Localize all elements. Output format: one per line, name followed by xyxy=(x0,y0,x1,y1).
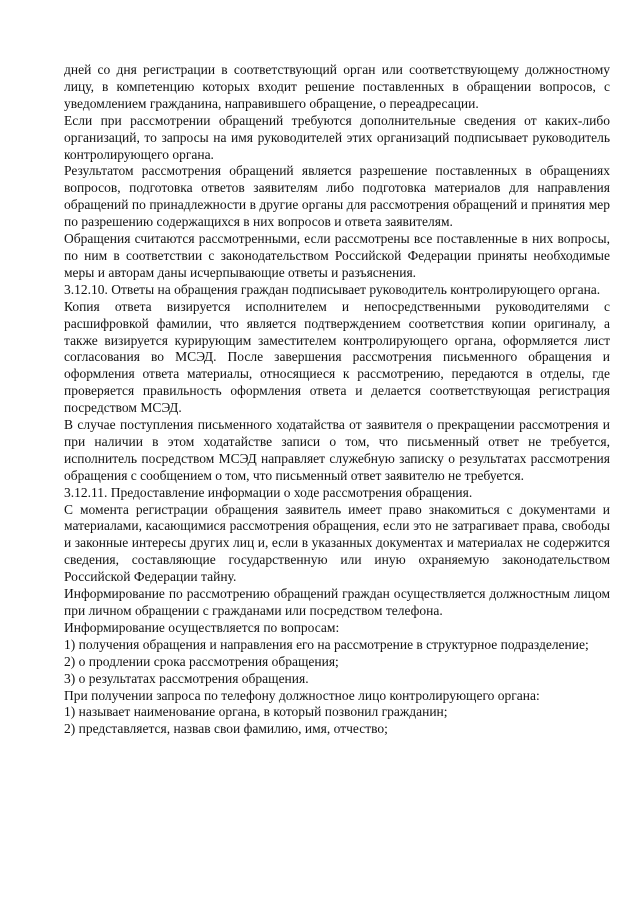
paragraph-section-3-12-11: 3.12.11. Предоставление информации о ходе рассмотрения обращения. xyxy=(64,484,473,500)
paragraph-phone-request: При получении запроса по телефону должностное лицо контролирующего органа: xyxy=(64,687,540,703)
document-page xyxy=(64,62,610,738)
paragraph-copy-approval: Копия ответа визируется исполнителем и непосредственными руководителями с расшифровкой фамилии, что является подтверждением соответствия копии оригиналу, а также визируется курирующим заместителем контролирующего органа, оформляется лист согласования во МСЭД. После завершения рассмотрения письменного обращения и оформления ответа материалы, относящиеся к рассмотрению, передаются в отделы, где проверяется правильность оформления ответа и делается соответствующая регистрация посредством МСЭД. xyxy=(64,298,610,416)
paragraph-considered: Обращения считаются рассмотренными, если рассмотрены все поставленные в них вопросы, по ним в соответствии с законодательством Российской Федерации приняты необходимые меры и авторам даны исчерпывающие ответы и разъяснения. xyxy=(64,231,610,280)
paragraph-result: Результатом рассмотрения обращений является разрешение поставленных в обращениях вопросов, подготовка ответов заявителям либо подготовка материалов для направления обращений по принадлежности в другие органы для рассмотрения обращений и принятия мер по разрешению содержащихся в них вопросов и ответа заявителям. xyxy=(64,163,610,230)
paragraph-additional-info: Если при рассмотрении обращений требуются дополнительные сведения от каких-либо организаций, то запросы на имя руководителей этих организаций подписывает руководитель контролирующего органа. xyxy=(64,112,610,162)
list-item-1-organ-name: 1) называет наименование органа, в который позвонил гражданин; xyxy=(64,704,448,720)
list-item-3-results: 3) о результатах рассмотрения обращения. xyxy=(64,670,309,686)
paragraph-termination-request: В случае поступления письменного ходатайства от заявителя о прекращении рассмотрения и при наличии в этом ходатайстве записи о том, что письменный ответ не требуется, исполнитель посредством МСЭД направляет служебную записку о результатах рассмотрения обращения с сообщением о том, что письменный ответ заявителю не требуется. xyxy=(64,417,610,483)
list-item-2-extension: 2) о продлении срока рассмотрения обращения; xyxy=(64,653,339,669)
list-item-1-receipt: 1) получения обращения и направления его на рассмотрение в структурное подразделение; xyxy=(64,636,589,652)
list-item-2-introduction: 2) представляется, назвав свои фамилию, имя, отчество; xyxy=(64,721,388,737)
paragraph-section-3-12-10: 3.12.10. Ответы на обращения граждан подписывает руководитель контролирующего органа. xyxy=(64,281,601,297)
paragraph-readdress: дней со дня регистрации в соответствующий орган или соответствующему должностному лицу, в компетенцию которых входит решение поставленных в обращении вопросов, с уведомлением гражданина, направившего обращение, о переадресации. xyxy=(64,62,610,111)
paragraph-informing-topics: Информирование осуществляется по вопросам: xyxy=(64,619,340,635)
paragraph-informing: Информирование по рассмотрению обращений граждан осуществляется должностным лицом при личном обращении с гражданами или посредством телефона. xyxy=(64,586,610,618)
paragraph-right-to-access: С момента регистрации обращения заявитель имеет право знакомиться с документами и материалами, касающимися рассмотрения обращения, если это не затрагивает права, свободы и законные интересы других лиц и, если в указанных документах и материалах не содержится сведения, составляющие государственную или иную охраняемую законодательством Российской Федерации тайну. xyxy=(64,501,610,585)
